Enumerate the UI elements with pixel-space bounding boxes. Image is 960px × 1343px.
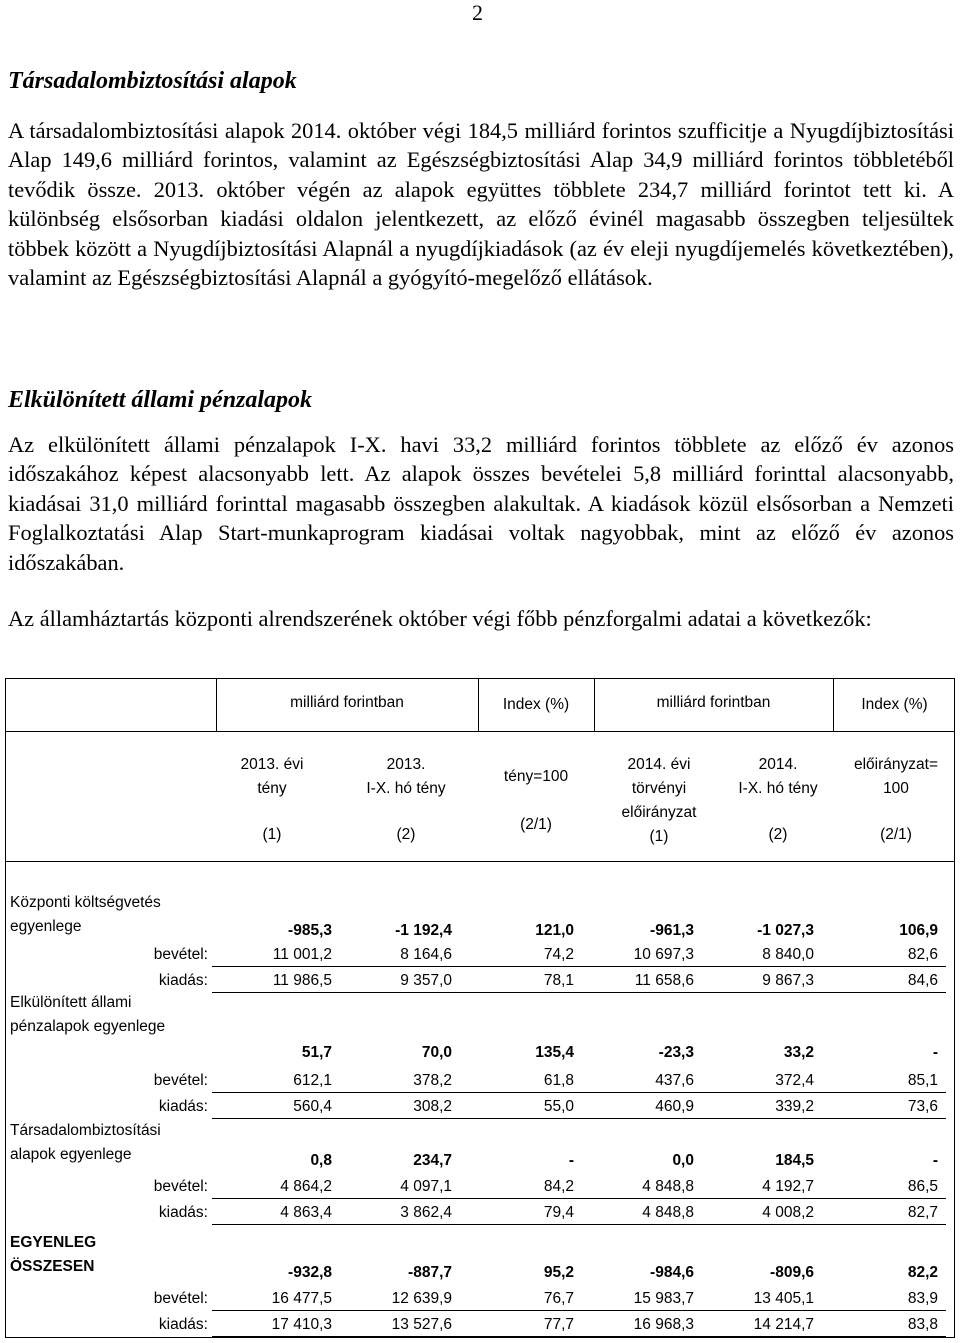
total-cell: -1 192,4	[395, 922, 452, 939]
total-cell: -961,3	[650, 922, 694, 939]
value-cell: 4 097,1	[400, 1178, 452, 1195]
total-cell: -23,3	[658, 1044, 694, 1061]
total-cell: -932,8	[288, 1264, 332, 1281]
value-cell: 85,1	[907, 1072, 938, 1089]
total-cell: 95,2	[543, 1264, 574, 1281]
group-header-1: milliárd forintban	[290, 694, 404, 711]
value-cell: 84,2	[543, 1178, 574, 1195]
value-cell: 612,1	[293, 1072, 332, 1089]
total-cell: 0,0	[672, 1152, 694, 1169]
value-cell: 11 001,2	[272, 946, 332, 963]
row-underline	[212, 1224, 946, 1225]
row-label-kiadas: kiadás:	[158, 1316, 208, 1333]
section-label-2-line1: Társadalombiztosítási	[10, 1122, 161, 1139]
value-cell: 4 848,8	[642, 1204, 694, 1221]
value-cell: 372,4	[775, 1072, 814, 1089]
value-cell: 4 008,2	[762, 1204, 814, 1221]
total-cell: 33,2	[783, 1044, 814, 1061]
value-cell: 16 968,3	[633, 1316, 694, 1333]
row-label-kiadas: kiadás:	[158, 1098, 208, 1115]
value-cell: 308,2	[413, 1098, 452, 1115]
row-label-bevetel: bevétel:	[153, 1178, 208, 1195]
group-header-4: Index (%)	[861, 696, 928, 713]
value-cell: 4 864,2	[280, 1178, 332, 1195]
page-number: 2	[472, 0, 483, 25]
row-label-kiadas: kiadás:	[158, 972, 208, 989]
value-cell: 460,9	[655, 1098, 694, 1115]
value-cell: 8 840,0	[762, 946, 814, 963]
row-underline	[212, 1198, 946, 1199]
total-cell: 135,4	[535, 1044, 574, 1061]
total-cell: -1 027,3	[757, 922, 814, 939]
total-cell: -	[932, 1152, 938, 1169]
section-label-0-line1: Központi költségvetés	[10, 894, 161, 911]
row-underline	[212, 966, 946, 967]
section-title-social-security: Társadalombiztosítási alapok	[8, 68, 297, 94]
value-cell: 11 658,6	[634, 972, 694, 989]
value-cell: 15 983,7	[633, 1290, 694, 1307]
total-cell: 106,9	[899, 922, 938, 939]
value-cell: 83,8	[907, 1316, 938, 1333]
total-cell: -809,6	[770, 1264, 814, 1281]
total-cell: -887,7	[408, 1264, 452, 1281]
section-label-0-line2: egyenlege	[10, 918, 82, 935]
total-cell: -985,3	[288, 922, 332, 939]
section-title-separate-funds: Elkülönített állami pénzalapok	[8, 387, 313, 413]
paragraph-social-security: A társadalombiztosítási alapok 2014. október végi 184,5 milliárd forintos szufficitje a Nyugdíjbiztosítási Alap 149,6 milliárd forintos, valamint az Egészségbiztosítási Alap 34,9 milliárd forintos többletéből tevődik össze. 2013. október végén az alapok együttes többlete 234,7 milliárd forintot tett ki. A különbség elsősorban kiadási oldalon jelentkezett, az előző évinél magasabb összegben teljesültek többek között a Nyugdíjbiztosítási Alapnál a nyugdíjkiadások (az év eleji nyugdíjemelés következtében), valamint az Egészségbiztosítási Alapnál a gyógyító-megelőző ellátások.	[8, 118, 954, 291]
section-label-1-line2: pénzalapok egyenlege	[10, 1018, 166, 1035]
row-underline	[212, 1118, 946, 1119]
value-cell: 4 863,4	[280, 1204, 332, 1221]
group-header-3: milliárd forintban	[656, 694, 771, 711]
section-label-1-line1: Elkülönített állami	[10, 994, 132, 1011]
value-cell: 82,6	[907, 946, 938, 963]
value-cell: 61,8	[543, 1072, 574, 1089]
value-cell: 9 357,0	[400, 972, 452, 989]
total-cell: 70,0	[421, 1044, 452, 1061]
value-cell: 84,6	[907, 972, 938, 989]
value-cell: 79,4	[543, 1204, 574, 1221]
value-cell: 12 639,9	[391, 1290, 452, 1307]
total-cell: 121,0	[535, 922, 574, 939]
value-cell: 11 986,5	[272, 972, 332, 989]
row-label-bevetel: bevétel:	[153, 946, 208, 963]
row-underline	[212, 1336, 946, 1337]
section-label-3-line1: EGYENLEG	[10, 1234, 97, 1251]
row-label-bevetel: bevétel:	[153, 1072, 208, 1089]
section-label-2-line2: alapok egyenlege	[10, 1146, 132, 1163]
value-cell: 76,7	[543, 1290, 574, 1307]
total-cell: 0,8	[310, 1152, 332, 1169]
total-cell: 51,7	[301, 1044, 332, 1061]
value-cell: 339,2	[775, 1098, 814, 1115]
total-cell: -	[932, 1044, 938, 1061]
value-cell: 16 477,5	[271, 1290, 332, 1307]
value-cell: 560,4	[293, 1098, 332, 1115]
value-cell: 13 527,6	[391, 1316, 452, 1333]
row-label-kiadas: kiadás:	[158, 1204, 208, 1221]
row-underline	[212, 1310, 946, 1311]
group-header-2: Index (%)	[502, 696, 570, 713]
value-cell: 55,0	[543, 1098, 574, 1115]
paragraph-intro: Az államháztartás központi alrendszerének október végi főbb pénzforgalmi adatai a következők:	[8, 606, 872, 631]
value-cell: 78,1	[543, 972, 574, 989]
value-cell: 13 405,1	[753, 1290, 814, 1307]
value-cell: 8 164,6	[400, 946, 452, 963]
total-cell: 82,2	[907, 1264, 938, 1281]
data-table: milliárd forintban Index (%) milliárd forintban Index (%) 2013. évi tény (1) 2013. I-X. hó tény (2) tény=100 (2/1) 2014. évi törvényi előirányzat (1) 2014. I-X. hó tény (2) előirányzat= 100 (2/1) Központi költségvetés egyenlege -985,3 -1 192,4 121,0 -961,3 -1 027,3 106,9 bevétel: 11 001,2 8 164,6 74,2 10 697,3 8 840,0 82,6 kiadás: 11 986,5 9 357,0 78,1 11 658,6 9 867,3 84,6 Elkülönített állami pénzalapok egyenlege 51,7 70,0 135,4 -23,3 33,2 - bevétel: 612,1 378,2 61,8 437,6 372,4 85,1 kiadás: 560,4 308,2 55,0 460,9 339,2 73,6 Társadalombiztosítási alapok egyenlege 0,8 234,7 - 0,0 184,5 - bevétel: 4 864,2 4 097,1 84,2 4 848,8 4 192,7 86,5 kiadás: 4 863,4 3 862,4 79,4 4 848,8 4 008,2 82,7 EGYENLEG ÖSSZESEN -932,8 -887,7 95,2 -984,6 -809,6 82,2 bevétel: 16 477,5 12 639,9 76,7 15 983,7 13 405,1 83,9 kiadás: 17 410,3 13 527,6 77,7 16 968,3 14 214,7 83,8	[5, 678, 955, 1338]
value-cell: 82,7	[907, 1204, 938, 1221]
section-label-3-line2: ÖSSZESEN	[10, 1258, 95, 1275]
value-cell: 86,5	[907, 1178, 938, 1195]
total-cell: -	[568, 1152, 574, 1169]
value-cell: 77,7	[543, 1316, 574, 1333]
value-cell: 74,2	[543, 946, 574, 963]
row-label-bevetel: bevétel:	[153, 1290, 208, 1307]
total-cell: -984,6	[650, 1264, 694, 1281]
value-cell: 9 867,3	[762, 972, 814, 989]
value-cell: 10 697,3	[633, 946, 694, 963]
value-cell: 83,9	[907, 1290, 938, 1307]
value-cell: 378,2	[413, 1072, 452, 1089]
total-cell: 234,7	[413, 1152, 452, 1169]
value-cell: 4 192,7	[762, 1178, 814, 1195]
total-cell: 184,5	[775, 1152, 814, 1169]
value-cell: 73,6	[907, 1098, 938, 1115]
value-cell: 17 410,3	[271, 1316, 332, 1333]
value-cell: 3 862,4	[400, 1204, 452, 1221]
paragraph-separate-funds: Az elkülönített állami pénzalapok I-X. havi 33,2 milliárd forintos többlete az előző év azonos időszakához képest alacsonyabb lett. Az alapok összes bevételei 5,8 milliárd forinttal alacsonyabb, kiadásai 31,0 milliárd forinttal magasabb összegben alakultak. A kiadások közül elsősorban a Nemzeti Foglalkoztatási Alap Start-munkaprogram kiadásai voltak nagyobbak, mint az előző év azonos időszakában.	[8, 432, 954, 575]
value-cell: 4 848,8	[642, 1178, 694, 1195]
value-cell: 437,6	[655, 1072, 694, 1089]
row-underline	[212, 1092, 946, 1093]
value-cell: 14 214,7	[753, 1316, 814, 1333]
row-underline	[212, 992, 946, 993]
